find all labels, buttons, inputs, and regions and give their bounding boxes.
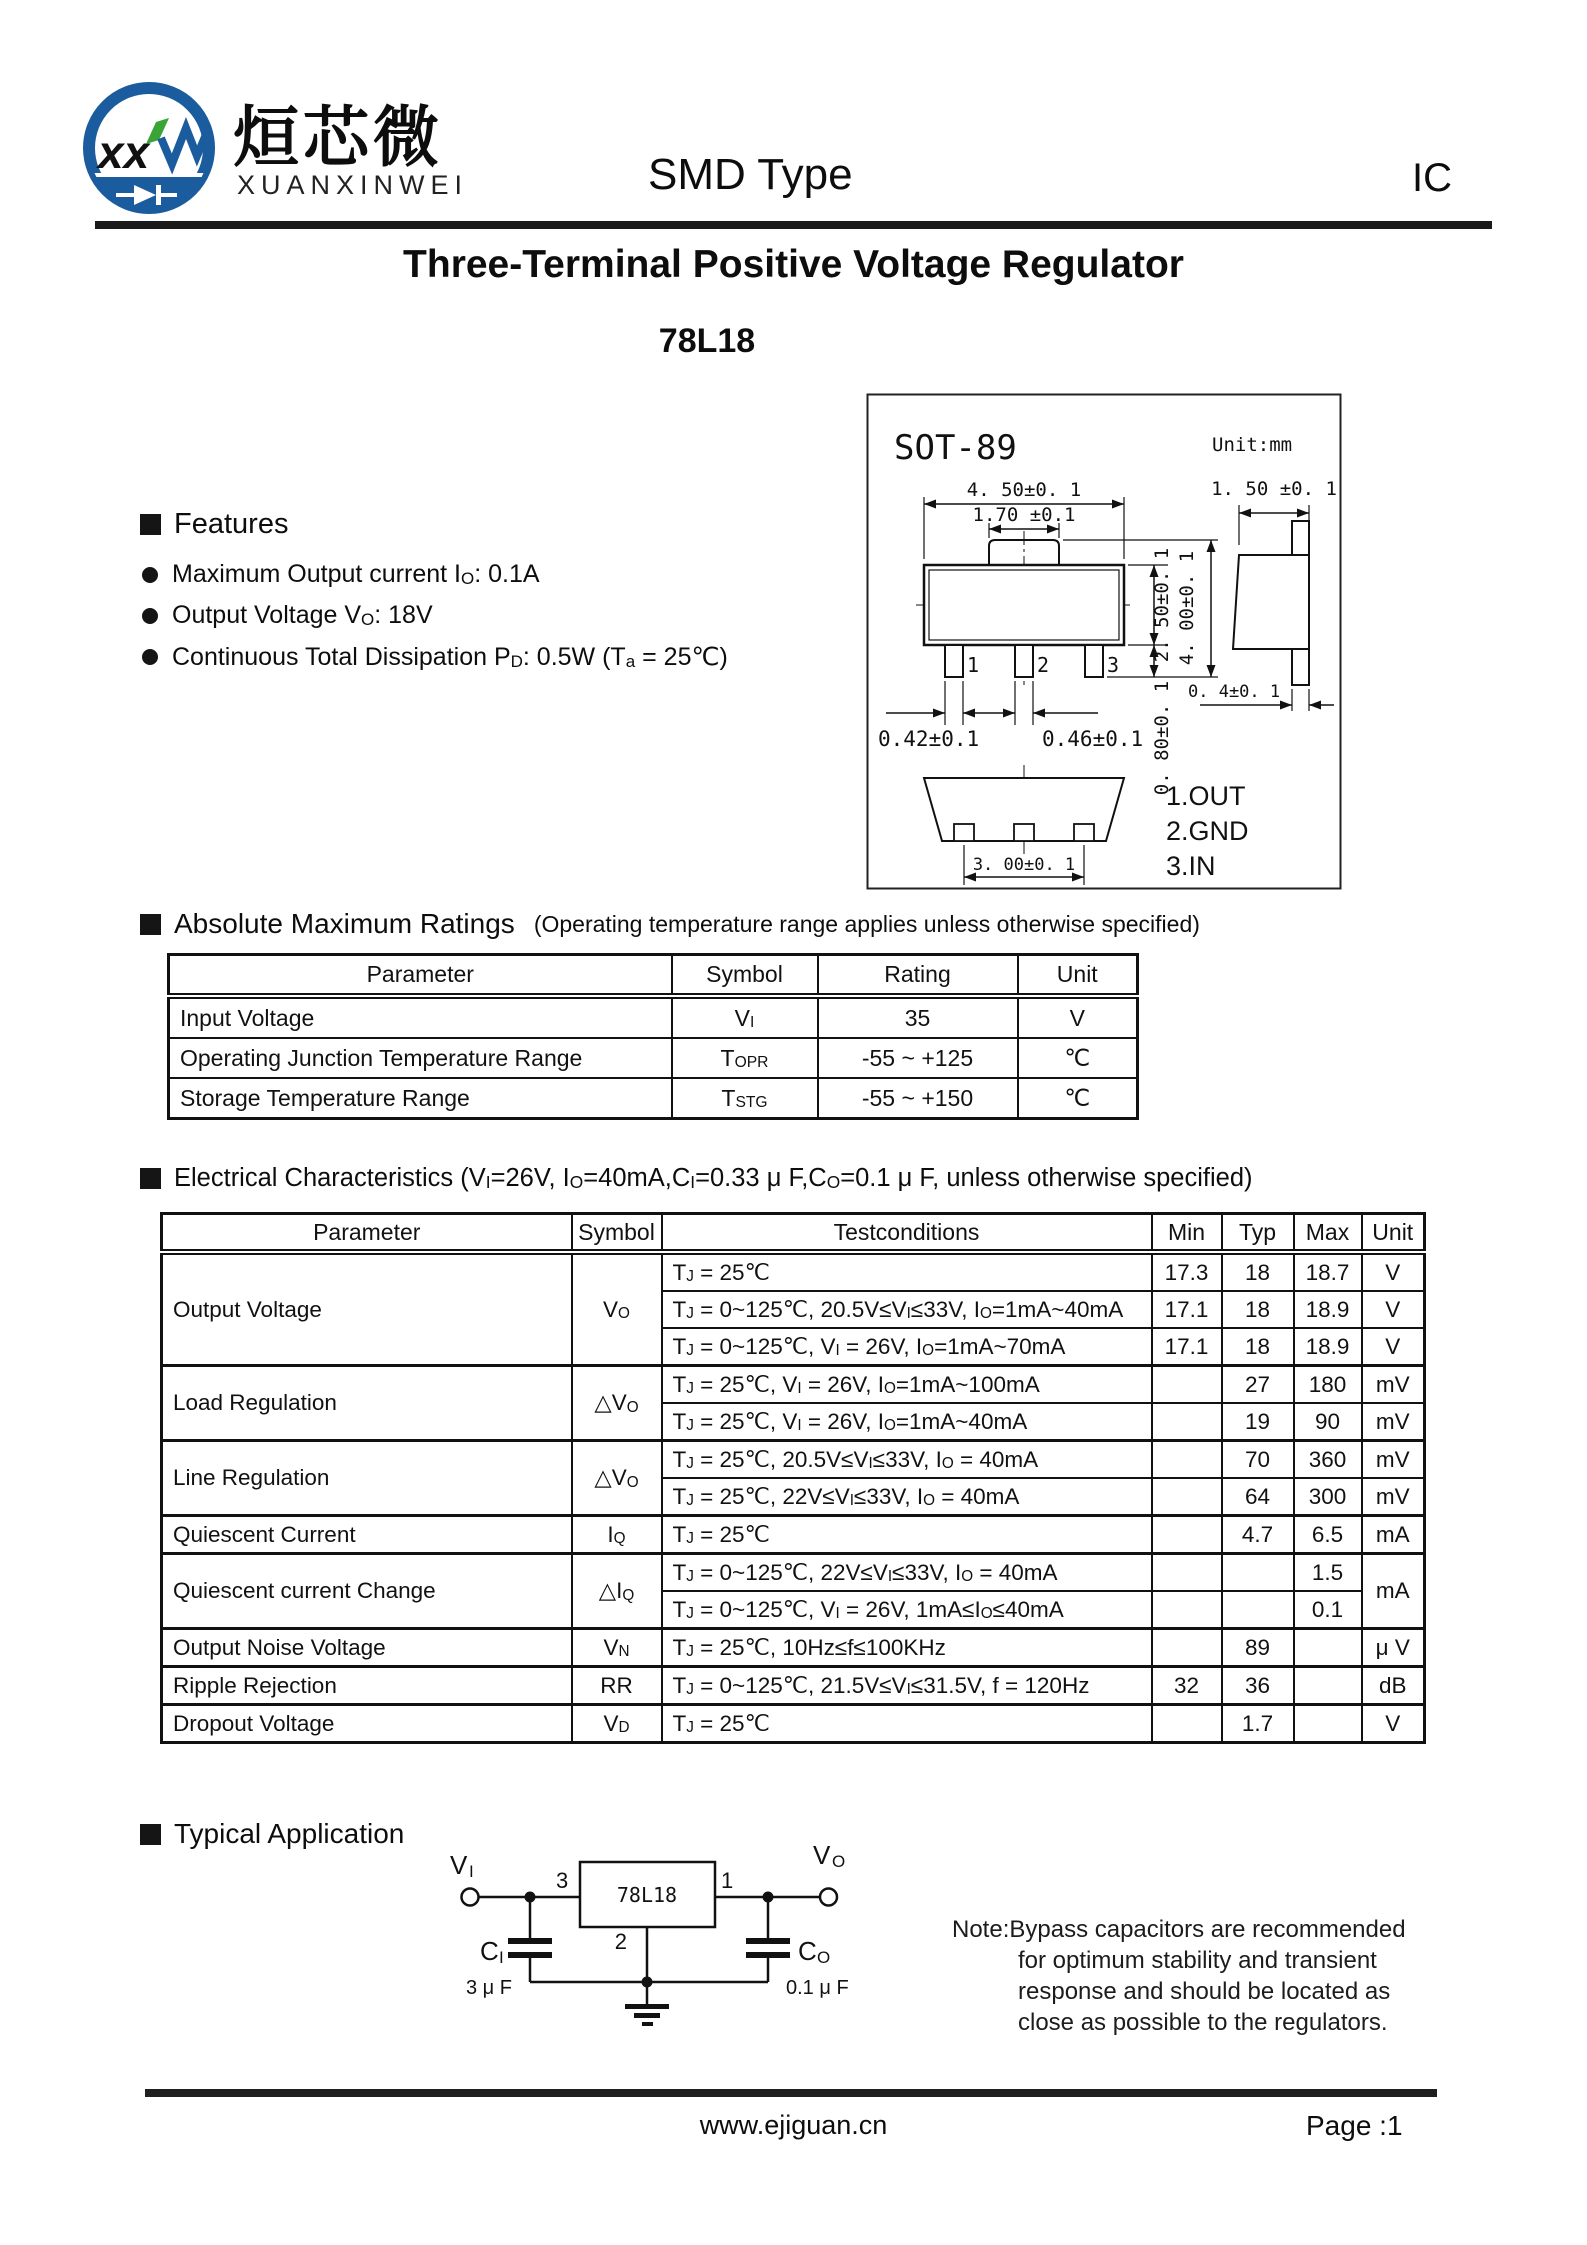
vin-label: V	[450, 1850, 468, 1880]
col-unit: Unit	[1018, 955, 1138, 997]
note-line: for optimum stability and transient	[1018, 1947, 1377, 1974]
dim-pin-length: 0. 80±0. 1	[1151, 680, 1173, 796]
package-name: SOT-89	[894, 428, 1017, 468]
capacitor-plate-icon	[746, 1952, 790, 1958]
ec-table	[160, 1212, 1426, 1744]
section-marker-icon	[140, 514, 161, 535]
ec-row: Line Regulation $\triangle V_O$ $T_J$ = 25℃, $20.5V\le V_I\le 33V$, $I_O = 40mA$ 70 360 mV	[162, 1441, 1425, 1479]
package-outline-diagram	[866, 393, 1342, 890]
ec-row: $T_J$ = 0~125℃, $V_I = 26V$, $1mA\le I_O\le 40mA$ 0.1	[162, 1591, 1425, 1629]
note-line: response and should be located as	[1018, 1978, 1391, 2005]
feature-item	[142, 601, 433, 630]
vout-label: V	[813, 1842, 831, 1870]
ec-row: $T_J$ = 25℃, $V_I = 26V$, $I_O=1mA\sim 40mA$ 19 90 mV	[162, 1403, 1425, 1441]
section-marker-icon	[140, 1168, 161, 1189]
ec-row: Quiescent current Change $\triangle I_Q$ $T_J$ = 0~125℃, $22V\le V_I\le 33V$, $I_O = 40mA$ 1.5 mA	[162, 1554, 1425, 1592]
cin-label: C	[480, 1936, 499, 1966]
section-marker-icon	[140, 914, 161, 935]
footer-divider	[145, 2089, 1437, 2097]
application-heading: Typical Application	[140, 1818, 404, 1850]
ec-row: Load Regulation $\triangle V_O$ $T_J$ = 25℃, $V_I = 26V$, $I_O=1mA\sim 100mA$ 27 180 mV	[162, 1366, 1425, 1404]
dim-side-thickness: 0. 4±0. 1	[1188, 682, 1281, 702]
amr-table	[167, 953, 1139, 1120]
ec-row: Dropout Voltage $V_D$ $T_J$ = 25℃ 1.7 V	[162, 1705, 1425, 1743]
feature-item	[142, 642, 728, 672]
cin-value: 3 μ F	[466, 1977, 512, 1999]
part-number: 78L18	[658, 322, 756, 360]
bullet-icon	[142, 608, 158, 624]
col-typ: Typ	[1222, 1214, 1294, 1253]
note-line: Note:Bypass capacitors are recommended	[952, 1916, 1406, 1943]
amr-header-row	[169, 955, 1138, 997]
ec-row: Output Noise Voltage $V_N$ $T_J$ = 25℃, 10Hz≤f≤100KHz 89 μ V	[162, 1629, 1425, 1667]
junction-dot	[763, 1892, 774, 1903]
col-symbol: Symbol	[672, 955, 818, 997]
pinout-1: 1.OUT	[1166, 781, 1246, 811]
vin-sub: I	[469, 1862, 474, 1881]
ec-row: $T_J$ = 0~125℃, $V_I = 26V$, $I_O=1mA\sim 70mA$ 17.1 18 18.9 V	[162, 1328, 1425, 1366]
feature-text: Output Voltage $V_O$: 18V	[172, 601, 433, 630]
capacitor-plate-icon	[508, 1952, 552, 1958]
section-marker-icon	[140, 1824, 161, 1845]
ec-row: Quiescent Current $I_Q$ $T_J$ = 25℃ 4.7 6.5 mA	[162, 1516, 1425, 1554]
col-max: Max	[1294, 1214, 1362, 1253]
ground-icon	[642, 2022, 653, 2026]
feature-item	[142, 560, 540, 589]
dim-pin-width: 0.42±0.1	[878, 727, 980, 751]
pinout-3: 3.IN	[1166, 851, 1216, 881]
dim-total-height: 4. 00±0. 1	[1176, 550, 1198, 666]
pin-out-number: 1	[721, 1868, 734, 1893]
cout-label: C	[798, 1936, 817, 1966]
company-logo	[68, 80, 230, 220]
package-type-label: SMD Type	[648, 150, 853, 199]
chip-label: 78L18	[616, 1883, 678, 1907]
dim-pin-gap: 0.46±0.1	[1042, 727, 1144, 751]
ec-header-row	[162, 1214, 1425, 1253]
junction-dot	[642, 1977, 653, 1988]
ec-row: Ripple Rejection RR $T_J$ = 0~125℃, $21.5V\le V_I\le 31.5V$, f = 120Hz 32 36 dB	[162, 1667, 1425, 1705]
cin-sub: I	[499, 1948, 504, 1967]
application-circuit	[430, 1842, 880, 2042]
vout-sub: O	[832, 1852, 846, 1871]
ground-icon	[634, 2013, 660, 2018]
cout-sub: O	[817, 1948, 831, 1967]
pin3-number: 3	[1107, 653, 1120, 677]
dim-tab-width: 1.70 ±0.1	[972, 504, 1076, 526]
pin-in-number: 3	[556, 1868, 569, 1893]
dim-body-width: 4. 50±0. 1	[966, 479, 1082, 501]
col-parameter: Parameter	[162, 1214, 572, 1253]
amr-heading: Absolute Maximum Ratings (Operating temperature range applies unless otherwise specified)	[140, 908, 1200, 940]
logo-wave-icon	[161, 128, 207, 164]
ec-heading: Electrical Characteristics ($V_I=26V$, $I_O=40mA,C_I=0.33$ μ $F,C_O=0.1$ μ F, unless otherwise specified)	[140, 1164, 1253, 1193]
col-symbol: Symbol	[572, 1214, 662, 1253]
capacitor-plate-icon	[508, 1938, 552, 1944]
page-number: Page :1	[1306, 2110, 1403, 2141]
bullet-icon	[142, 567, 158, 583]
input-terminal-icon	[462, 1889, 479, 1906]
bullet-icon	[142, 649, 158, 665]
dim-pad-pitch: 3. 00±0. 1	[972, 855, 1076, 875]
ec-row: $T_J$ = 25℃, $22V\le V_I\le 33V$, $I_O = 40mA$ 64 300 mV	[162, 1478, 1425, 1516]
ec-row: Output Voltage $V_O$ $T_J$ = 25℃ 17.3 18 18.7 V	[162, 1252, 1425, 1291]
pin-gnd-number: 2	[614, 1929, 627, 1954]
junction-dot	[525, 1892, 536, 1903]
col-min: Min	[1152, 1214, 1222, 1253]
logo-xx-text: xx	[98, 126, 150, 178]
dim-body-height: 2. 50±0. 1	[1151, 547, 1173, 663]
dim-side-width: 1. 50 ±0. 1	[1211, 478, 1337, 500]
header-divider	[95, 221, 1492, 229]
pin1-number: 1	[967, 653, 980, 677]
ic-label: IC	[1412, 156, 1452, 200]
feature-text: Continuous Total Dissipation $P_D$: 0.5W ($T_a$ = 25℃)	[172, 643, 728, 672]
amr-row: Input Voltage $V_I$ 35 V	[169, 996, 1138, 1038]
col-rating: Rating	[818, 955, 1018, 997]
output-terminal-icon	[820, 1889, 837, 1906]
page-title: Three-Terminal Positive Voltage Regulator	[403, 243, 1184, 286]
unit-label: Unit:mm	[1212, 434, 1293, 456]
circuit-parts	[508, 1892, 790, 2027]
col-unit: Unit	[1362, 1214, 1425, 1253]
application-note	[952, 1914, 1412, 2038]
cout-value: 0.1 μ F	[786, 1977, 849, 1999]
company-name-cn: 烜芯微	[233, 100, 443, 174]
pinout-2: 2.GND	[1166, 816, 1249, 846]
ec-row: $T_J$ = 0~125℃, $20.5V\le V_I\le 33V$, $I_O=1mA\sim 40mA$ 17.1 18 18.9 V	[162, 1291, 1425, 1328]
ground-icon	[625, 2004, 669, 2009]
col-parameter: Parameter	[169, 955, 672, 997]
feature-text: Maximum Output current $I_O$: 0.1A	[172, 560, 540, 589]
website-url: www.ejiguan.cn	[699, 2110, 888, 2140]
amr-row: Operating Junction Temperature Range $T_{OPR}$ -55 ~ +125 ℃	[169, 1038, 1138, 1078]
pin2-number: 2	[1037, 653, 1050, 677]
capacitor-plate-icon	[746, 1938, 790, 1944]
note-line: close as possible to the regulators.	[1018, 2009, 1388, 2036]
company-name-en: XUANXINWEI	[237, 170, 469, 200]
col-testconditions: Testconditions	[662, 1214, 1152, 1253]
features-heading: Features	[140, 508, 288, 541]
amr-row: Storage Temperature Range $T_{STG}$ -55 ~ +150 ℃	[169, 1078, 1138, 1119]
